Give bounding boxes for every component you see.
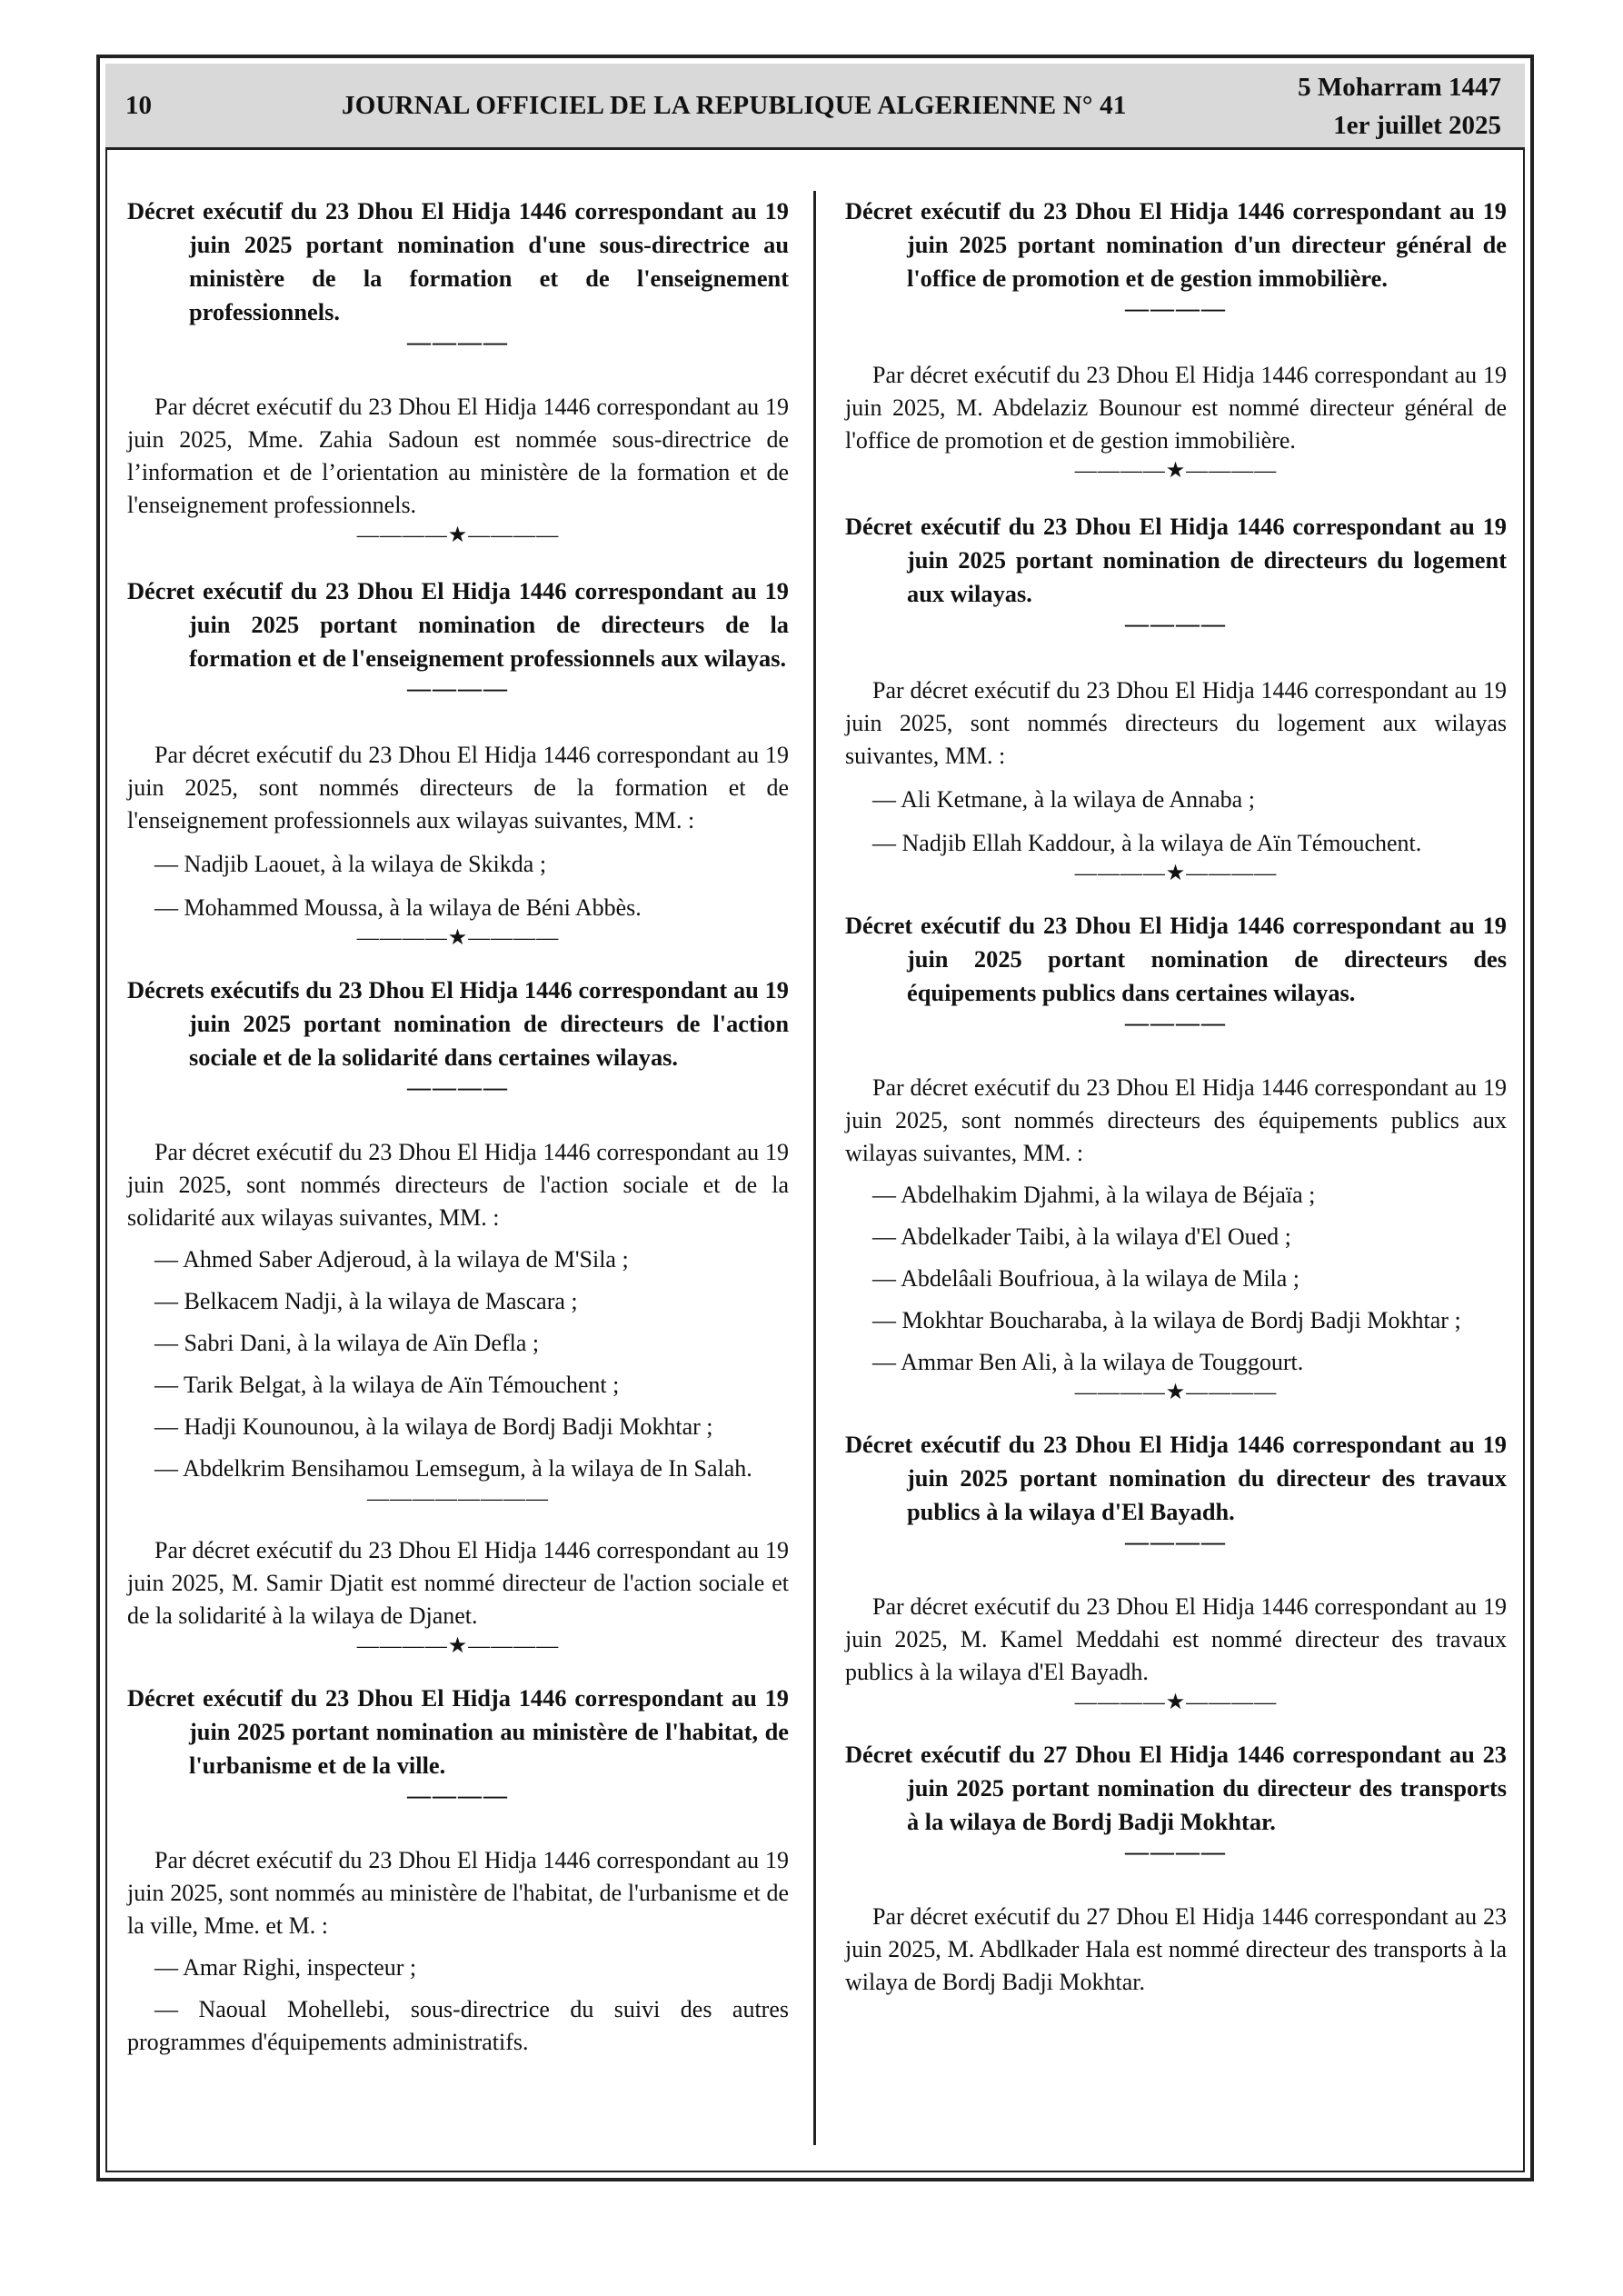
title-dash: ———— — [1125, 295, 1227, 322]
list-item: — Mohammed Moussa, à la wilaya de Béni Abbès. — [154, 894, 642, 921]
right-column — [845, 195, 1507, 1999]
column-divider — [813, 191, 816, 2145]
list-item: — Ahmed Saber Adjeroud, à la wilaya de M'Sila ; — [154, 1246, 629, 1273]
decree-body: Par décret exécutif du 23 Dhou El Hidja 1446 correspondant au 19 juin 2025, Mme. Zahia Sadoun est nommée sous-directrice de l’information et de l’orientation au ministère de la formation et de l'enseignement professionnels. — [127, 394, 789, 518]
list-item: — Tarik Belgat, à la wilaya de Aïn Témouchent ; — [154, 1372, 620, 1398]
title-dash: ———— — [1125, 1529, 1227, 1555]
line-separator: ———————— — [367, 1487, 549, 1511]
list-item: — Nadjib Laouet, à la wilaya de Skikda ; — [154, 851, 547, 877]
list-item: — Naoual Mohellebi, sous-directrice du suivi des autres programmes d'équipements administratifs. — [127, 1996, 789, 2055]
list-item: — Hadji Kounounou, à la wilaya de Bordj Badji Mokhtar ; — [154, 1413, 713, 1440]
decree-title: Décret exécutif du 23 Dhou El Hidja 1446 correspondant au 19 juin 2025 portant nomination de directeurs des équipements publics dans certaines wilayas. — [845, 912, 1507, 1006]
decree-title: Décret exécutif du 23 Dhou El Hidja 1446 correspondant au 19 juin 2025 portant nomination au ministère de l'habitat, de l'urbanisme et de la ville. — [127, 1684, 789, 1779]
list-item: — Abdelkrim Bensihamou Lemsegum, à la wilaya de In Salah. — [154, 1455, 752, 1482]
title-dash: ———— — [407, 675, 509, 702]
star-separator: ————★———— — [1074, 1381, 1278, 1404]
title-dash: ———— — [407, 1782, 509, 1809]
decree-title: Décret exécutif du 23 Dhou El Hidja 1446 correspondant au 19 juin 2025 portant nomination d'un directeur général de l'office de promotion et de gestion immobilière. — [845, 197, 1507, 292]
star-separator: ————★———— — [356, 524, 560, 547]
list-item: — Nadjib Ellah Kaddour, à la wilaya de Aïn Témouchent. — [872, 830, 1422, 856]
decree-title: Décrets exécutifs du 23 Dhou El Hidja 1446 correspondant au 19 juin 2025 portant nomination de directeurs de l'action sociale et de la solidarité dans certaines wilayas. — [127, 976, 789, 1071]
list-item: — Ali Ketmane, à la wilaya de Annaba ; — [872, 786, 1255, 813]
decree-body: Par décret exécutif du 23 Dhou El Hidja 1446 correspondant au 19 juin 2025, sont nommés directeurs du logement aux wilayas suivantes, MM. : — [845, 677, 1507, 769]
decree-title: Décret exécutif du 23 Dhou El Hidja 1446 correspondant au 19 juin 2025 portant nomination du directeur des travaux publics à la wilaya d'El Bayadh. — [845, 1431, 1507, 1525]
title-dash: ———— — [407, 329, 509, 355]
list-item: — Abdelkader Taibi, à la wilaya d'El Oued ; — [872, 1223, 1291, 1250]
star-separator: ————★———— — [1074, 862, 1278, 885]
date-gregorian: 1er juillet 2025 — [1333, 111, 1501, 140]
decree-body: Par décret exécutif du 23 Dhou El Hidja 1446 correspondant au 19 juin 2025, M. Kamel Meddahi est nommé directeur des travaux publics à la wilaya d'El Bayadh. — [845, 1593, 1507, 1685]
title-dash: ———— — [1125, 1010, 1227, 1036]
star-separator: ————★———— — [356, 1634, 560, 1658]
list-item: — Amar Righi, inspecteur ; — [154, 1954, 417, 1981]
list-item: — Ammar Ben Ali, à la wilaya de Touggourt. — [872, 1349, 1304, 1375]
left-column — [127, 195, 789, 2059]
decree-body: Par décret exécutif du 23 Dhou El Hidja 1446 correspondant au 19 juin 2025, M. Abdelaziz Bounour est nommé directeur général de l'office de promotion et de gestion immobilière. — [845, 362, 1507, 454]
star-separator: ————★———— — [1074, 1691, 1278, 1714]
date-hijri: 5 Moharram 1447 — [1298, 73, 1501, 102]
decree-body: Par décret exécutif du 23 Dhou El Hidja 1446 correspondant au 19 juin 2025, sont nommés directeurs de l'action sociale et de la solidarité aux wilayas suivantes, MM. : — [127, 1139, 789, 1231]
decree-title: Décret exécutif du 27 Dhou El Hidja 1446 correspondant au 23 juin 2025 portant nomination du directeur des transports à la wilaya de Bordj Badji Mokhtar. — [845, 1741, 1507, 1835]
decree-body: Par décret exécutif du 23 Dhou El Hidja 1446 correspondant au 19 juin 2025, M. Samir Djatit est nommé directeur de l'action sociale et de la solidarité à la wilaya de Djanet. — [127, 1537, 789, 1629]
page-number: 10 — [125, 91, 152, 120]
star-separator: ————★———— — [1074, 459, 1278, 483]
decree-body: Par décret exécutif du 27 Dhou El Hidja 1446 correspondant au 23 juin 2025, M. Abdlkader Hala est nommé directeur des transports à la wilaya de Bordj Badji Mokhtar. — [845, 1903, 1507, 1995]
star-separator: ————★———— — [356, 926, 560, 950]
title-dash: ———— — [1125, 611, 1227, 637]
decree-body: Par décret exécutif du 23 Dhou El Hidja 1446 correspondant au 19 juin 2025, sont nommés directeurs des équipements publics aux wilayas suivantes, MM. : — [845, 1074, 1507, 1166]
list-item: — Sabri Dani, à la wilaya de Aïn Defla ; — [154, 1330, 540, 1356]
list-item: — Abdelâali Boufrioua, à la wilaya de Mila ; — [872, 1265, 1300, 1292]
decree-title: Décret exécutif du 23 Dhou El Hidja 1446 correspondant au 19 juin 2025 portant nomination de directeurs de la formation et de l'enseignement professionnels aux wilayas. — [127, 577, 789, 672]
journal-title: JOURNAL OFFICIEL DE LA REPUBLIQUE ALGERIENNE N° 41 — [342, 91, 1127, 120]
list-item: — Abdelhakim Djahmi, à la wilaya de Béjaïa ; — [872, 1182, 1316, 1208]
decree-body: Par décret exécutif du 23 Dhou El Hidja 1446 correspondant au 19 juin 2025, sont nommés directeurs de la formation et de l'enseignement professionnels aux wilayas suivantes, MM. : — [127, 742, 789, 834]
decree-body: Par décret exécutif du 23 Dhou El Hidja 1446 correspondant au 19 juin 2025, sont nommés au ministère de l'habitat, de l'urbanisme et de la ville, Mme. et M. : — [127, 1847, 789, 1939]
title-dash: ———— — [1125, 1839, 1227, 1865]
list-item: — Belkacem Nadji, à la wilaya de Mascara ; — [154, 1288, 578, 1314]
title-dash: ———— — [407, 1074, 509, 1101]
list-item: — Mokhtar Boucharaba, à la wilaya de Bordj Badji Mokhtar ; — [872, 1307, 1461, 1333]
decree-title: Décret exécutif du 23 Dhou El Hidja 1446 correspondant au 19 juin 2025 portant nomination d'une sous-directrice au ministère de la formation et de l'enseignement professionnels. — [127, 197, 789, 325]
page-header — [105, 64, 1525, 150]
decree-title: Décret exécutif du 23 Dhou El Hidja 1446 correspondant au 19 juin 2025 portant nomination de directeurs du logement aux wilayas. — [845, 513, 1507, 607]
